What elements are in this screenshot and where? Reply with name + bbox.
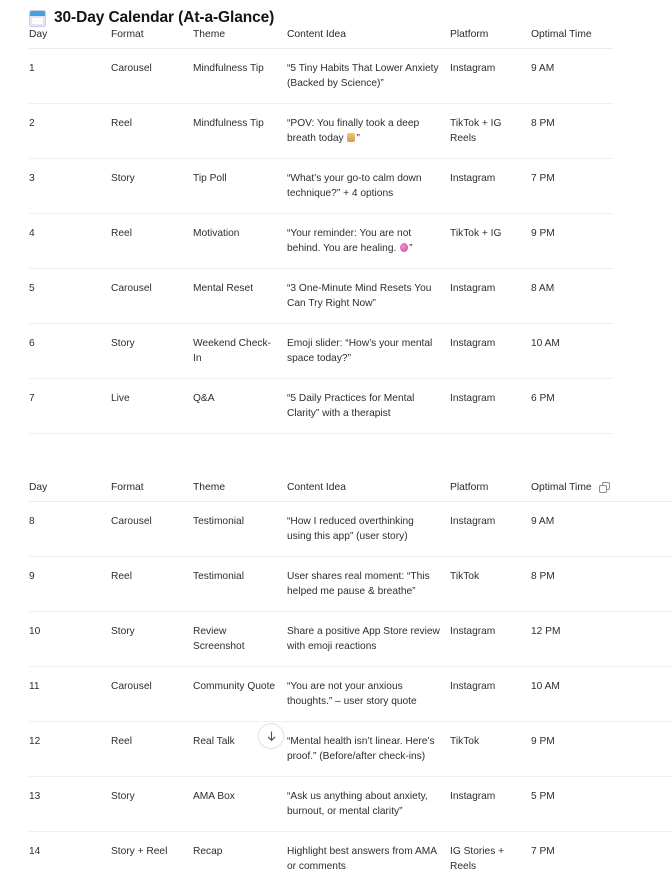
- cell-day: 2: [29, 104, 111, 159]
- table-body: [29, 49, 613, 434]
- column-header-content-idea: Content Idea: [287, 482, 450, 502]
- cell-optimal-time: 6 PM: [531, 379, 613, 434]
- table-row: [29, 324, 613, 379]
- header-row: [29, 29, 613, 49]
- column-header-day: Day: [29, 482, 111, 502]
- table-row: [29, 214, 613, 269]
- cell-theme: Motivation: [193, 214, 287, 269]
- cell-format: Reel: [111, 214, 193, 269]
- cell-platform: Instagram: [450, 49, 531, 104]
- page-title-text: 30-Day Calendar (At-a-Glance): [54, 7, 274, 29]
- cell-optimal-time: 8 PM: [531, 557, 672, 612]
- cell-day: 13: [29, 777, 111, 832]
- cell-optimal-time: 10 AM: [531, 667, 672, 722]
- column-header-optimal-time-cell: [531, 482, 672, 502]
- cell-content-idea: “Your reminder: You are not behind. You are healing. ”: [287, 214, 450, 269]
- cell-format: Story: [111, 324, 193, 379]
- table-row: [29, 612, 672, 667]
- table-row: [29, 104, 613, 159]
- cell-format: Story: [111, 777, 193, 832]
- column-header-optimal-time: Optimal Time: [531, 29, 613, 49]
- cell-content-idea: “You are not your anxious thoughts.” – user story quote: [287, 667, 450, 722]
- tables-container: [0, 29, 672, 886]
- cell-format: Carousel: [111, 269, 193, 324]
- cell-day: 8: [29, 502, 111, 557]
- cell-content-idea: Share a positive App Store review with emoji reactions: [287, 612, 450, 667]
- table-row: [29, 722, 672, 777]
- cell-optimal-time: 10 AM: [531, 324, 613, 379]
- cell-optimal-time: 9 PM: [531, 214, 613, 269]
- cell-theme: Testimonial: [193, 557, 287, 612]
- cell-day: 11: [29, 667, 111, 722]
- cell-platform: Instagram: [450, 269, 531, 324]
- cell-format: Carousel: [111, 502, 193, 557]
- column-header-optimal-time: Optimal Time: [531, 482, 592, 493]
- column-header-day: Day: [29, 29, 111, 49]
- cell-day: 14: [29, 832, 111, 886]
- brain-emoji: [400, 243, 408, 252]
- cell-content-idea: “3 One-Minute Mind Resets You Can Try Right Now”: [287, 269, 450, 324]
- cell-optimal-time: 9 AM: [531, 502, 672, 557]
- calendar-table-days-8-14: [29, 482, 672, 886]
- cell-theme: Real Talk: [193, 722, 287, 777]
- column-header-format: Format: [111, 482, 193, 502]
- speech-bubble-emoji: [347, 133, 355, 142]
- table-row: [29, 557, 672, 612]
- cell-format: Reel: [111, 722, 193, 777]
- cell-content-idea: “Ask us anything about anxiety, burnout, or mental clarity”: [287, 777, 450, 832]
- cell-platform: Instagram: [450, 379, 531, 434]
- tables-gap: [29, 434, 672, 482]
- cell-platform: TikTok: [450, 557, 531, 612]
- cell-content-idea: Emoji slider: “How’s your mental space today?”: [287, 324, 450, 379]
- copy-icon[interactable]: [599, 482, 610, 493]
- table-row: [29, 832, 672, 886]
- table-header: [29, 482, 672, 502]
- cell-theme: Mindfulness Tip: [193, 49, 287, 104]
- cell-content-idea: Highlight best answers from AMA or comments: [287, 832, 450, 886]
- table-body: [29, 502, 672, 886]
- cell-format: Reel: [111, 104, 193, 159]
- cell-content-idea: “5 Daily Practices for Mental Clarity” with a therapist: [287, 379, 450, 434]
- page-title: [0, 0, 672, 29]
- table-row: [29, 667, 672, 722]
- cell-optimal-time: 9 PM: [531, 722, 672, 777]
- scroll-down-button[interactable]: [258, 723, 284, 749]
- cell-theme: Testimonial: [193, 502, 287, 557]
- cell-day: 1: [29, 49, 111, 104]
- cell-platform: Instagram: [450, 667, 531, 722]
- column-header-theme: Theme: [193, 482, 287, 502]
- cell-theme: AMA Box: [193, 777, 287, 832]
- calendar-table-days-1-7: [29, 29, 613, 434]
- cell-theme: Mental Reset: [193, 269, 287, 324]
- cell-platform: TikTok: [450, 722, 531, 777]
- cell-day: 10: [29, 612, 111, 667]
- cell-optimal-time: 5 PM: [531, 777, 672, 832]
- arrow-down-icon: [265, 730, 278, 743]
- cell-content-idea: “How I reduced overthinking using this app” (user story): [287, 502, 450, 557]
- column-header-platform: Platform: [450, 29, 531, 49]
- cell-content-idea: User shares real moment: “This helped me pause & breathe”: [287, 557, 450, 612]
- cell-optimal-time: 8 PM: [531, 104, 613, 159]
- cell-platform: Instagram: [450, 612, 531, 667]
- cell-format: Carousel: [111, 49, 193, 104]
- cell-content-idea: “5 Tiny Habits That Lower Anxiety (Backed by Science)”: [287, 49, 450, 104]
- cell-format: Reel: [111, 557, 193, 612]
- cell-format: Live: [111, 379, 193, 434]
- table-row: [29, 49, 613, 104]
- cell-optimal-time: 12 PM: [531, 612, 672, 667]
- header-row: [29, 482, 672, 502]
- cell-platform: TikTok + IG Reels: [450, 104, 531, 159]
- cell-theme: Weekend Check-In: [193, 324, 287, 379]
- cell-optimal-time: 7 PM: [531, 159, 613, 214]
- cell-theme: Community Quote: [193, 667, 287, 722]
- cell-day: 12: [29, 722, 111, 777]
- cell-optimal-time: 7 PM: [531, 832, 672, 886]
- cell-content-idea: “POV: You finally took a deep breath today ”: [287, 104, 450, 159]
- cell-platform: TikTok + IG: [450, 214, 531, 269]
- cell-platform: Instagram: [450, 777, 531, 832]
- cell-content-idea: “Mental health isn’t linear. Here’s proof.” (Before/after check-ins): [287, 722, 450, 777]
- cell-day: 4: [29, 214, 111, 269]
- cell-platform: IG Stories + Reels: [450, 832, 531, 886]
- column-header-platform: Platform: [450, 482, 531, 502]
- cell-day: 6: [29, 324, 111, 379]
- cell-theme: Mindfulness Tip: [193, 104, 287, 159]
- table-row: [29, 777, 672, 832]
- cell-format: Carousel: [111, 667, 193, 722]
- cell-day: 3: [29, 159, 111, 214]
- cell-optimal-time: 8 AM: [531, 269, 613, 324]
- cell-day: 5: [29, 269, 111, 324]
- cell-format: Story + Reel: [111, 832, 193, 886]
- cell-platform: Instagram: [450, 324, 531, 379]
- cell-platform: Instagram: [450, 502, 531, 557]
- table-row: [29, 159, 613, 214]
- cell-day: 7: [29, 379, 111, 434]
- cell-content-idea: “What’s your go-to calm down technique?” + 4 options: [287, 159, 450, 214]
- cell-theme: Review Screenshot: [193, 612, 287, 667]
- column-header-theme: Theme: [193, 29, 287, 49]
- column-header-content-idea: Content Idea: [287, 29, 450, 49]
- cell-optimal-time: 9 AM: [531, 49, 613, 104]
- cell-platform: Instagram: [450, 159, 531, 214]
- cell-theme: Q&A: [193, 379, 287, 434]
- column-header-format: Format: [111, 29, 193, 49]
- cell-theme: Tip Poll: [193, 159, 287, 214]
- calendar-icon: [29, 10, 46, 27]
- table-row: [29, 269, 613, 324]
- table-row: [29, 502, 672, 557]
- cell-theme: Recap: [193, 832, 287, 886]
- cell-day: 9: [29, 557, 111, 612]
- cell-format: Story: [111, 612, 193, 667]
- cell-format: Story: [111, 159, 193, 214]
- table-row: [29, 379, 613, 434]
- table-header: [29, 29, 613, 49]
